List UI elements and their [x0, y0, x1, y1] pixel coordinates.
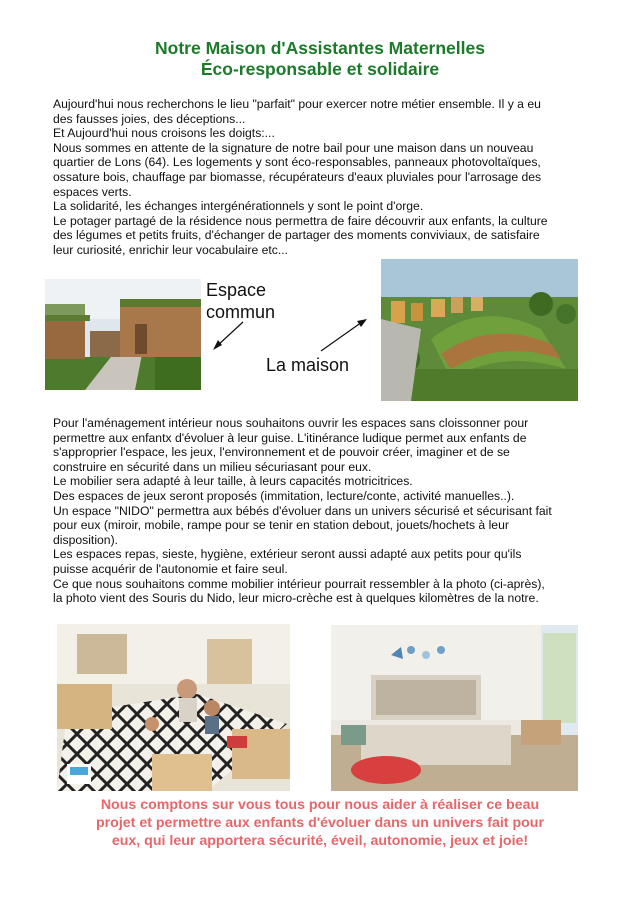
interior-line: Ce que nous souhaitons comme mobilier intérieur pourrait ressembler à la photo (ci-après), [53, 576, 545, 591]
interior-line: construire en sécurité dans un milieu sécuriasant pour eux. [53, 459, 372, 474]
playroom-photo [57, 624, 290, 791]
title-line-1: Notre Maison d'Assistantes Maternelles [155, 38, 485, 58]
intro-line: espaces verts. [53, 184, 132, 199]
page-title [0, 38, 640, 80]
interior-line: Des espaces de jeux seront proposés (immitation, lecture/conte, activité manuelles..). [53, 488, 515, 503]
espace-label-line-2: commun [206, 302, 276, 322]
interior-line: Pour l'aménagement intérieur nous souhaitons ouvrir les espaces sans cloissonner pour [53, 416, 529, 430]
interior-line: Un espace "NIDO" permettra aux bébés d'évoluer dans un univers sécurisé et sécurisant fait [53, 503, 552, 518]
la-maison-photo [381, 259, 578, 401]
interior-paragraph [53, 416, 583, 606]
intro-paragraph [53, 97, 583, 258]
nido-room-photo [331, 625, 578, 791]
intro-line: des fausses joies, des déceptions... [53, 111, 246, 126]
espace-commun-photo [45, 279, 201, 390]
intro-line: Et Aujourd'hui nous croisons les doigts:... [53, 126, 275, 141]
interior-line: Les espaces repas, sieste, hygiène, extérieur seront aussi adapté aux petits pour qu'ils [53, 547, 522, 562]
intro-line: Le potager partagé de la résidence nous permettra de faire découvrir aux enfants, la culture [53, 213, 548, 228]
interior-line: s'approprier l'espace, les jeux, l'environnement et de pouvoir créer, imaginer et de se [53, 445, 510, 460]
interior-line: Le mobilier sera adapté à leur taille, à leurs capacités motricitrices. [53, 474, 413, 489]
intro-line: La solidarité, les échanges intergénérationnels y sont le point d'orge. [53, 199, 424, 214]
intro-line: quartier de Lons (64). Les logements y sont éco-responsables, panneaux photovoltaïques, [53, 155, 541, 170]
intro-line: ossature bois, chauffage par biomasse, récupérateurs d'eaux pluviales pour l'arrosage des [53, 169, 542, 184]
intro-line: leur curiosité, enrichir leur vocabulaire etc... [53, 242, 289, 257]
intro-line: Aujourd'hui nous recherchons le lieu "parfait" pour exercer notre métier ensemble. Il y a eu [53, 97, 541, 111]
espace-commun-label [206, 279, 275, 323]
closing-line: projet et permettre aux enfants d'évoluer dans un univers fait pour [95, 815, 544, 831]
closing-line: eux, qui leur apportera sécurité, éveil, autonomie, jeux et joie! [111, 833, 529, 849]
interior-line: puisse acquérir de l'autonomie et faire seul. [53, 561, 288, 576]
interior-line: la photo vient des Souris du Nido, leur micro-crèche est à quelques kilomètres de la notre. [53, 591, 539, 606]
arrow-to-maison-icon [321, 322, 362, 351]
la-maison-label: La maison [266, 355, 350, 375]
interior-line: permettre aux enfantx d'évoluer à leur guise. L'itinérance ludique permet aux enfants de [53, 430, 527, 445]
espace-label-line-1: Espace [206, 280, 267, 300]
closing-statement [0, 796, 640, 850]
arrow-to-espace-commun-icon [217, 322, 243, 346]
closing-line: Nous comptons sur vous tous pour nous aider à réaliser ce beau [100, 797, 540, 813]
intro-line: des légumes et petits fruits, d'échanger de partager des moments conviviaux, de satisfaire [53, 228, 540, 243]
intro-line: Nous sommes en attente de la signature de notre bail pour une maison dans un nouveau [53, 140, 534, 155]
interior-line: pour eux (miroir, mobile, rampe pour se tenir en station debout, jouets/hochets à leur [53, 518, 509, 533]
title-line-2: Éco-responsable et solidaire [200, 59, 440, 79]
interior-line: disposition). [53, 532, 119, 547]
